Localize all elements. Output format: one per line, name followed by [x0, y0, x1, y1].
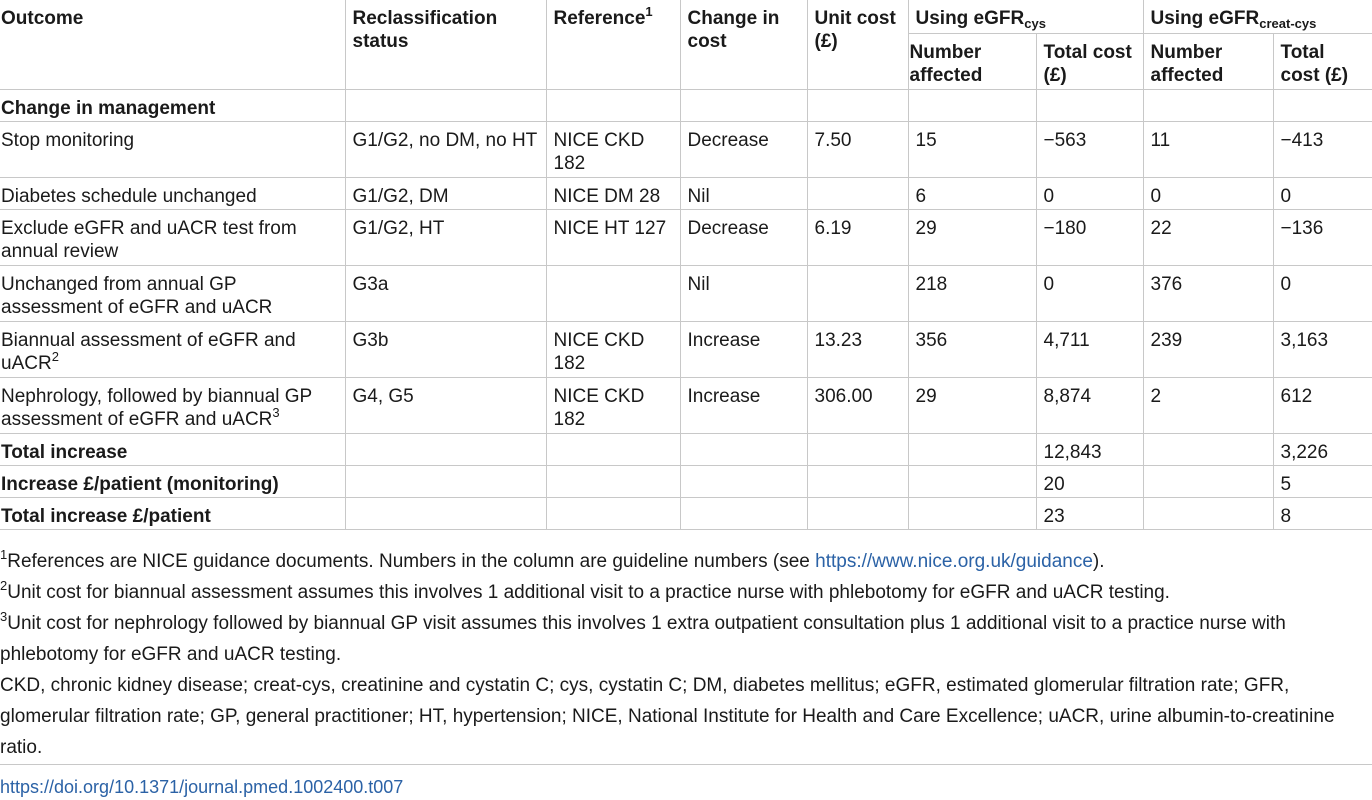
unit-cost-cell	[807, 265, 908, 321]
header-outcome: Outcome	[0, 0, 345, 89]
unit-cost-cell	[807, 177, 908, 209]
number-cys-cell: 218	[908, 265, 1036, 321]
status-cell: G4, G5	[345, 377, 546, 433]
table-row	[0, 377, 1372, 433]
change-cell: Decrease	[680, 121, 807, 177]
total-row	[0, 497, 1372, 529]
change-cell: Nil	[680, 177, 807, 209]
abbreviations-note: CKD, chronic kidney disease; creat-cys, creatinine and cystatin C; cys, cystatin C; DM, diabetes mellitus; eGFR, estimated glomerular filtration rate; GFR, glomerular filtration rate; GP, general practitioner; HT, hypertension; NICE, National Institute for Health and Care Excellence; uACR, urine albumin-to-creatinine ratio.	[0, 675, 1335, 758]
unit-cost-cell: 6.19	[807, 209, 908, 265]
total-creat-cys-cell: 3,163	[1273, 321, 1372, 377]
nice-guidance-link[interactable]: https://www.nice.org.uk/guidance	[815, 551, 1093, 572]
header-number-affected-cys: Number affected	[908, 33, 1036, 89]
status-cell: G1/G2, no DM, no HT	[345, 121, 546, 177]
status-cell: G3b	[345, 321, 546, 377]
outcome-cell: Unchanged from annual GP assessment of eGFR and uACR	[0, 265, 345, 321]
number-creat-cys-cell: 0	[1143, 177, 1273, 209]
header-total-cost-cys: Total cost (£)	[1036, 33, 1143, 89]
total-label: Increase £/patient (monitoring)	[0, 465, 345, 497]
total-creat-cys-cell: 612	[1273, 377, 1372, 433]
table-footnotes	[0, 546, 1372, 763]
table-row	[0, 265, 1372, 321]
table-row	[0, 177, 1372, 209]
header-change-in-cost: Change in cost	[680, 0, 807, 89]
status-cell: G3a	[345, 265, 546, 321]
reference-cell: NICE CKD 182	[546, 377, 680, 433]
footnote-2: $^2$Unit cost for biannual assessment assumes this involves 1 additional visit to a practice nurse with phlebotomy for eGFR and uACR testing.	[0, 578, 1170, 603]
table-row	[0, 209, 1372, 265]
number-creat-cys-cell: 11	[1143, 121, 1273, 177]
header-reclassification: Reclassification status	[345, 0, 546, 89]
number-creat-cys-cell: 2	[1143, 377, 1273, 433]
change-cell: Increase	[680, 321, 807, 377]
number-cys-cell: 15	[908, 121, 1036, 177]
total-label: Total increase	[0, 433, 345, 465]
total-row	[0, 465, 1372, 497]
unit-cost-cell: 7.50	[807, 121, 908, 177]
footnote-1: $^1$References are NICE guidance documents. Numbers in the column are guideline numbers (see https://www.nice.org.uk/guidance).	[0, 547, 1105, 572]
outcome-cell: Stop monitoring	[0, 121, 345, 177]
unit-cost-cell: 306.00	[807, 377, 908, 433]
total-cys-cell: 0	[1036, 177, 1143, 209]
doi-link[interactable]: https://doi.org/10.1371/journal.pmed.1002400.t007	[0, 764, 1372, 798]
table-row	[0, 121, 1372, 177]
total-creat-cys-cell: 0	[1273, 177, 1372, 209]
footnote-3: $^3$Unit cost for nephrology followed by biannual GP visit assumes this involves 1 extra outpatient consultation plus 1 additional visit to a practice nurse with phlebotomy for eGFR and uACR testing.	[0, 609, 1286, 665]
total-row	[0, 433, 1372, 465]
total-creat-cys-value: 3,226	[1273, 433, 1372, 465]
header-using-egfr-cys: Using eGFR$_{cys}$	[908, 0, 1143, 33]
reference-cell: NICE CKD 182	[546, 121, 680, 177]
header-unit-cost: Unit cost (£)	[807, 0, 908, 89]
total-cys-value: 12,843	[1036, 433, 1143, 465]
outcome-cell: Diabetes schedule unchanged	[0, 177, 345, 209]
change-cell: Decrease	[680, 209, 807, 265]
reference-cell	[546, 265, 680, 321]
reference-cell: NICE CKD 182	[546, 321, 680, 377]
number-creat-cys-cell: 239	[1143, 321, 1273, 377]
total-cys-cell: −180	[1036, 209, 1143, 265]
header-total-cost-creat-cys: Total cost (£)	[1273, 33, 1372, 89]
table-row	[0, 321, 1372, 377]
total-label: Total increase £/patient	[0, 497, 345, 529]
outcome-cell: Biannual assessment of eGFR and uACR$^2$	[0, 321, 345, 377]
total-cys-cell: −563	[1036, 121, 1143, 177]
change-cell: Increase	[680, 377, 807, 433]
total-cys-cell: 0	[1036, 265, 1143, 321]
number-cys-cell: 6	[908, 177, 1036, 209]
header-reference: Reference$^1$	[546, 0, 680, 89]
total-cys-value: 20	[1036, 465, 1143, 497]
number-cys-cell: 29	[908, 377, 1036, 433]
total-cys-cell: 4,711	[1036, 321, 1143, 377]
number-creat-cys-cell: 22	[1143, 209, 1273, 265]
total-creat-cys-value: 8	[1273, 497, 1372, 529]
section-row	[0, 89, 1372, 121]
total-creat-cys-value: 5	[1273, 465, 1372, 497]
unit-cost-cell: 13.23	[807, 321, 908, 377]
total-creat-cys-cell: −136	[1273, 209, 1372, 265]
change-cell: Nil	[680, 265, 807, 321]
reference-cell: NICE HT 127	[546, 209, 680, 265]
status-cell: G1/G2, DM	[345, 177, 546, 209]
total-cys-value: 23	[1036, 497, 1143, 529]
outcome-cell: Exclude eGFR and uACR test from annual review	[0, 209, 345, 265]
number-creat-cys-cell: 376	[1143, 265, 1273, 321]
header-number-affected-creat-cys: Number affected	[1143, 33, 1273, 89]
total-creat-cys-cell: −413	[1273, 121, 1372, 177]
section-label: Change in management	[0, 89, 345, 121]
header-using-egfr-creat-cys: Using eGFR$_{creat-cys}$	[1143, 0, 1372, 33]
total-creat-cys-cell: 0	[1273, 265, 1372, 321]
status-cell: G1/G2, HT	[345, 209, 546, 265]
number-cys-cell: 356	[908, 321, 1036, 377]
outcome-cell: Nephrology, followed by biannual GP assessment of eGFR and uACR$^3$	[0, 377, 345, 433]
number-cys-cell: 29	[908, 209, 1036, 265]
reference-cell: NICE DM 28	[546, 177, 680, 209]
total-cys-cell: 8,874	[1036, 377, 1143, 433]
